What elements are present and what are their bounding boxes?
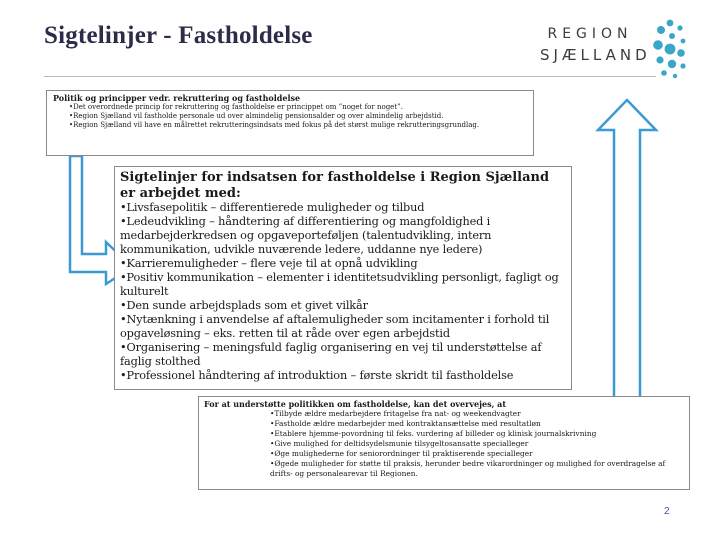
guidelines-box (114, 166, 572, 390)
list-item: •Det overordnede princip for rekruttering og fastholdelse er princippet om ”noget for noget”. (69, 103, 403, 111)
title-underline (44, 76, 656, 77)
considerations-box (198, 396, 690, 490)
list-item: •Region Sjælland vil have en målrettet rekrutteringsindsats med fokus på det størst mulige rekrutteringsgrundlag. (69, 121, 480, 129)
list-item: •Fastholde ældre medarbejder med kontraktansættelse med resultatløn (270, 419, 541, 428)
list-item: •Karrieremuligheder – flere veje til at opnå udvikling (120, 257, 418, 270)
region-logo-text (540, 24, 651, 66)
region-logo-dots-icon (646, 18, 688, 84)
list-item: •Give mulighed for deltidsydelsmunie tilsygeltosansatte specialleger (270, 439, 529, 448)
slide-title: Sigtelinjer - Fastholdelse (44, 22, 313, 49)
list-item: •Øge mulighederne for seniorordninger til praktiserende specialleger (270, 449, 533, 458)
list-item: •Tilbyde ældre medarbejdere fritagelse fra nat- og weekendvagter (270, 409, 521, 418)
up-arrow-icon (594, 96, 660, 402)
list-item: •Etablere hjemme-povordning til feks. vurdering af billeder og klinisk journalskrivning (270, 429, 597, 438)
list-item: •Organisering – meningsfuld faglig organisering en vej til understøttelse af faglig stolthed (120, 341, 542, 368)
list-item: •Den sunde arbejdsplads som et givet vilkår (120, 299, 368, 312)
considerations-heading: For at understøtte politikken om fastholdelse, kan det overvejes, at (204, 399, 507, 409)
list-item: •Region Sjælland vil fastholde personale ud over almindelig pensionsalder og over almindelig arbejdstid. (69, 112, 444, 120)
page-number: 2 (664, 506, 670, 517)
list-item: •Professionel håndtering af introduktion – første skridt til fastholdelse (120, 369, 514, 382)
list-item: •Ledeudvikling – håndtering af differentiering og mangfoldighed i medarbejderkredsen og opgaveporteføljen (talentudvikling, intern kommunikation, udvikle nuværende ledere, uddanne nye ledere) (120, 215, 492, 256)
policy-box (46, 90, 534, 156)
policy-list (53, 103, 527, 130)
list-item: •Øgede muligheder for støtte til praksis, herunder bedre vikarordninger og mulighed for overdragelse af drifts- og personalearevar til Regionen. (270, 459, 666, 478)
guidelines-list (120, 201, 566, 383)
list-item: •Positiv kommunikation – elementer i identitetsudvikling personligt, fagligt og kulturelt (120, 271, 559, 298)
list-item: •Livsfasepolitik – differentierede muligheder og tilbud (120, 201, 425, 214)
policy-heading: Politik og principper vedr. rekruttering og fastholdelse (53, 93, 301, 103)
list-item: •Nytænkning i anvendelse af aftalemuligheder som incitamenter i forhold til opgaveløsning – eks. retten til at råde over egen arbejdstid (120, 313, 550, 340)
guidelines-heading: Sigtelinjer for indsatsen for fastholdelse i Region Sjælland er arbejdet med: (120, 170, 550, 201)
logo-line-1: REGION (547, 26, 633, 42)
logo-line-2: SJÆLLAND (540, 46, 651, 64)
considerations-list (204, 409, 684, 479)
